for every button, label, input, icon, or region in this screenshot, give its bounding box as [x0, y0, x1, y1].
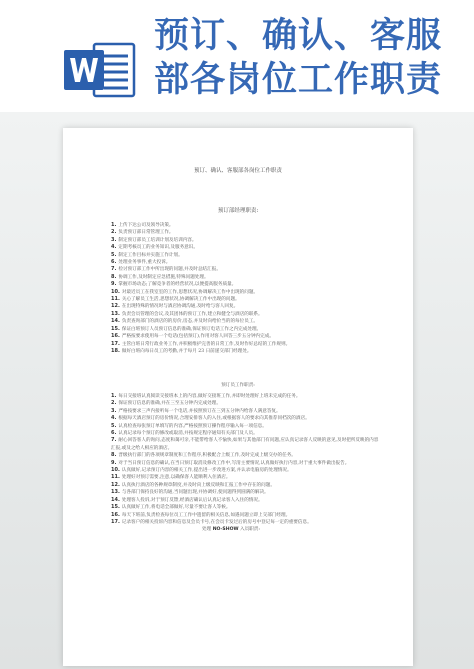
manager-duty-item	[111, 274, 381, 281]
item-text: 制定预订部员工培训计划及培训内容。	[118, 237, 197, 243]
item-text: 处理好对预订需要,注意,以确保客人能顺利入住酒店。	[121, 475, 231, 481]
item-text: 每天下班前,负责检查每位员工工作中遗留的相关信息,如遇问题立即上交部门经理。	[121, 512, 291, 518]
item-text: 晋级执行部门的各项规章制度和工作程序,积极配合上级工作,及时完成上级交办的任务。	[118, 453, 296, 459]
staff-duty-item	[111, 393, 381, 400]
banner-title-line1: 预订、确认、客服	[154, 15, 443, 56]
manager-duty-item	[111, 348, 381, 355]
item-text: 负责会员管理的会议,及其团体的预订工作,建立和健全与酒店的联系。	[121, 311, 263, 317]
item-text: 定期考核员工的业务知识,及服务意识。	[118, 245, 198, 251]
manager-duty-item	[111, 244, 381, 251]
item-number: 13.	[111, 489, 120, 496]
item-text: 认真检查每张预订单填写的内容,严格按照预订操作程序输入每一项信息。	[118, 423, 267, 429]
item-number: 12.	[111, 481, 120, 488]
item-text: 关心了解员工生活,思想状况,协调解决工作中出现的问题。	[121, 297, 240, 303]
item-number: 2.	[111, 229, 117, 236]
no-show-prefix: 处理	[202, 527, 213, 533]
item-text: 处理业务事件,重大投诉。	[118, 260, 171, 266]
staff-duty-item	[111, 437, 381, 452]
no-show-label: NO-SHOW	[212, 527, 239, 533]
item-text: 记录客户的相关投诉内容和信息及会员卡号,在会员卡发过后的房号中登记每一定的重要信息。	[121, 519, 312, 525]
item-number: 4.	[111, 415, 117, 422]
item-number: 7.	[111, 266, 117, 273]
staff-duty-item	[111, 400, 381, 407]
item-text: 检讨预订部工作中所出现的问题,并及时总结汇报。	[118, 267, 221, 273]
item-text: 认真执行酒店的各种规章制度,并及时向上级反映和汇报工作中存在的问题。	[121, 482, 275, 488]
item-text: 每日交接班认真阅读交接班本上的内容,做好交接班工作,并即时处理好上班未完成的任务。	[118, 394, 301, 399]
section-title-manager: 预订部经理职责:	[217, 208, 259, 214]
item-number: 14.	[111, 496, 120, 503]
item-text: 认真做好,记录预订内容的相关工作,提出进一步改进方案,并认录电脑房的处理情况。	[121, 468, 292, 474]
item-text: 处理客人投诉,对于预订反馈,经酒店确认后认真记录客人入住的情况。	[121, 497, 263, 503]
staff-duty-item	[111, 415, 381, 422]
manager-duty-item	[111, 311, 381, 318]
manager-duty-item	[111, 296, 381, 303]
item-number: 2.	[111, 400, 117, 407]
item-number: 3.	[111, 407, 117, 414]
item-number: 8.	[111, 452, 117, 459]
item-number: 4.	[111, 244, 117, 251]
item-text: 上传下达公司及领导决策。	[118, 223, 174, 228]
word-document-icon	[64, 40, 136, 100]
item-number: 6.	[111, 259, 117, 266]
item-number: 1.	[111, 222, 117, 228]
item-text: 掌握市场动态;了解竞争者的经营状况,以便提高服务质量。	[118, 282, 237, 288]
item-number: 12.	[111, 303, 120, 310]
staff-duty-item	[111, 460, 381, 467]
banner	[0, 0, 474, 112]
item-number: 11.	[111, 296, 120, 303]
item-text: 保证预订信息的准确,并在三至五分钟内完成处理。	[118, 401, 221, 407]
item-number: 16.	[111, 333, 120, 340]
staff-duty-item	[111, 408, 381, 415]
item-text: 严格按要求三声内接听每一个电话,并按照预订在三到五分钟内给客人满意答复。	[118, 408, 281, 414]
item-number: 6.	[111, 430, 117, 437]
item-number: 15.	[111, 325, 120, 332]
item-text: 负责查询部门的酒店的的房价,房态,并及时向给价当的的每位员工。	[121, 319, 259, 325]
manager-duties-list	[111, 222, 381, 355]
banner-title	[154, 14, 454, 102]
manager-duty-item	[111, 303, 381, 310]
item-text: 认真记录每个预订的修改或取消,并按规定程序通知有关部门及人员。	[118, 431, 258, 437]
item-number: 8.	[111, 273, 117, 280]
manager-duty-item	[111, 326, 381, 333]
staff-duty-item	[111, 519, 381, 526]
item-number: 15.	[111, 504, 120, 511]
staff-duty-item	[111, 423, 381, 430]
document-title: 预订、确认、客服部各岗位工作职责	[193, 168, 282, 174]
manager-duty-item	[111, 281, 381, 288]
staff-duties-list	[111, 393, 381, 534]
item-text: 主管白班日常行政业务工作,并积极维护完善的日常工作,及时作好总结的工作规则。	[121, 341, 291, 347]
staff-duty-item	[111, 430, 381, 437]
item-number: 10.	[111, 288, 120, 295]
banner-title-line2: 部各岗位工作职责	[154, 59, 443, 100]
staff-duty-item	[111, 489, 381, 496]
item-number: 18.	[111, 347, 120, 354]
item-text: 协调工作,及时制定应急措施,特殊问题处理。	[118, 274, 209, 280]
item-number: 7.	[111, 437, 117, 444]
item-number: 16.	[111, 511, 120, 518]
manager-duty-item	[111, 222, 381, 229]
item-text: 负责预订部日常管理工作。	[118, 230, 174, 236]
manager-duty-item	[111, 229, 381, 236]
item-text: 制定工作目标并实施工作计划。	[118, 252, 183, 258]
manager-duty-item	[111, 259, 381, 266]
item-number: 10.	[111, 467, 120, 474]
staff-duty-item	[111, 467, 381, 474]
item-number: 17.	[111, 518, 120, 525]
staff-duty-item	[111, 452, 381, 459]
manager-duty-item	[111, 266, 381, 273]
item-number: 9.	[111, 281, 117, 288]
item-text: 对于当日预订信息的确认,在当日预订取消及修改工作中,写清主要情况,认真做好执行内容,对于重大事件做出报告。	[118, 460, 350, 466]
item-text: 保证白班预订人员预订信息的准确,保证预订电话工作之内完成处理。	[121, 326, 262, 332]
manager-duty-item	[111, 341, 381, 348]
no-show-suffix: 入员职责:	[238, 527, 260, 533]
item-number: 9.	[111, 459, 117, 466]
item-text: 在出现特殊的情况时与酒店协调沟通,及时给与客人回复。	[121, 304, 239, 310]
staff-duty-item	[111, 504, 381, 511]
item-text: 耐心回答客人的询问,态度和蔼可亲,不能带给客人不愉快,如果与其他部门有问题,应认真记录客人反映的意见,及时把所反映的内容汇报,或及之给人相应的酒店。	[111, 438, 379, 451]
staff-duty-item	[111, 497, 381, 504]
item-text: 根据每天酒店预订的房价情况,合理安排客人的入住,或根据客人的要求向其推荐同档次的酒店。	[118, 416, 310, 422]
item-number: 3.	[111, 236, 117, 243]
item-number: 1.	[111, 393, 117, 399]
item-number: 17.	[111, 340, 120, 347]
item-number: 5.	[111, 422, 117, 429]
document-page	[63, 128, 413, 666]
section-title-staff: 预订员工作职责:	[221, 383, 255, 388]
staff-duty-item	[111, 482, 381, 489]
manager-duty-item	[111, 252, 381, 259]
manager-duty-item	[111, 333, 381, 340]
no-show-heading	[111, 526, 381, 533]
staff-duty-item	[111, 474, 381, 481]
manager-duty-item	[111, 318, 381, 325]
item-number: 5.	[111, 251, 117, 258]
manager-duty-item	[111, 237, 381, 244]
item-text: 做好白班向每日员工的考勤,并于每月 23 日前递交部门经理处。	[121, 348, 252, 354]
item-text: 对最近员工在我室室的工作,思想状况,协调解决工作中出现的问题。	[121, 289, 259, 295]
item-number: 13.	[111, 310, 120, 317]
manager-duty-item	[111, 289, 381, 296]
item-number: 14.	[111, 318, 120, 325]
item-text: 与各部门保持良好的沟通,当问题出现,并协调好,使问题得到圆满的解决。	[121, 490, 269, 496]
item-number: 11.	[111, 474, 120, 481]
item-text: 严格按要求使用每一个电话(包括预订),作用对客人回答三步五分钟内完成。	[121, 334, 274, 340]
staff-duty-item	[111, 512, 381, 519]
item-text: 认真做好工作,将电话全部做好,尽量不要让客人等候。	[121, 505, 231, 511]
